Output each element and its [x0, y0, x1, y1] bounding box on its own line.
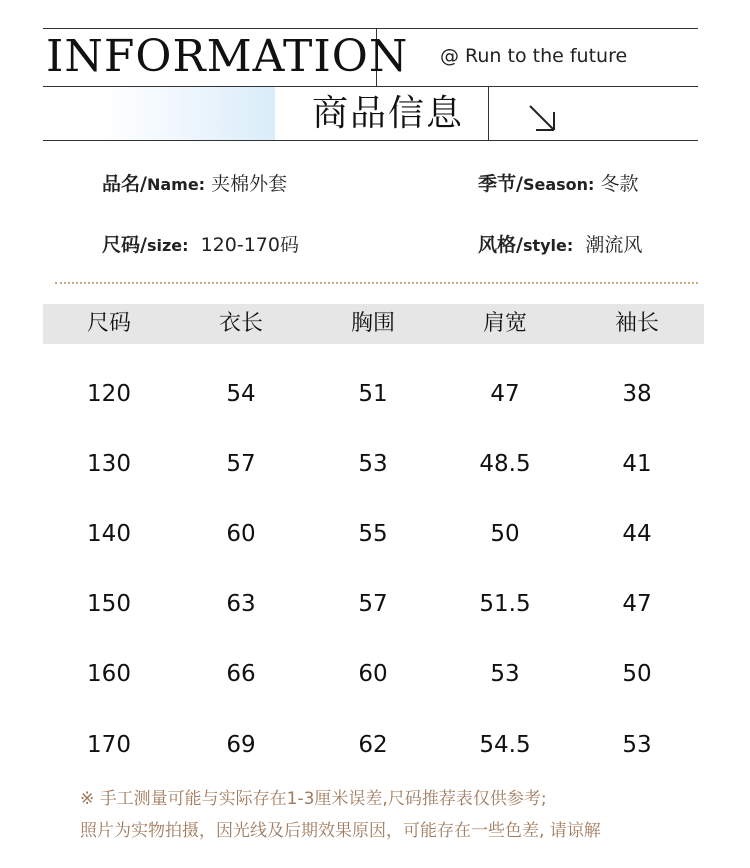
- spec-name-label-cn: 品名/: [102, 173, 147, 195]
- product-info-title: 商品信息: [312, 93, 465, 134]
- dotted-divider: [55, 282, 698, 284]
- spec-style: [478, 231, 642, 260]
- spec-size-label-cn: 尺码/: [102, 234, 147, 256]
- column-header-size: 尺码: [86, 311, 131, 336]
- table-cell: 150: [87, 591, 131, 617]
- table-cell: 160: [87, 661, 131, 687]
- color-disclaimer-note: 照片为实物拍摄，因光线及后期效果原因，可能存在一些色差, 请谅解: [80, 821, 601, 841]
- spec-season: [478, 170, 639, 199]
- spec-name-value: 夹棉外套: [211, 173, 288, 195]
- column-header-shoulder: 肩宽: [482, 311, 527, 336]
- table-cell: 47: [622, 591, 652, 617]
- spec-name-label-en: Name:: [146, 175, 206, 194]
- table-cell: 51.5: [479, 591, 531, 617]
- table-row: [43, 434, 704, 494]
- spec-season-label-cn: 季节/: [478, 173, 523, 195]
- spec-season-label-en: Season:: [522, 175, 595, 194]
- table-row: [43, 715, 704, 775]
- table-cell: 50: [490, 521, 520, 547]
- spec-style-label-en: style:: [522, 236, 574, 255]
- table-cell: 57: [226, 451, 256, 477]
- table-cell: 54.5: [479, 732, 531, 758]
- table-cell: 140: [87, 521, 131, 547]
- table-row: [43, 644, 704, 704]
- table-row: [43, 364, 704, 424]
- spec-style-label-cn: 风格/: [478, 234, 523, 256]
- table-cell: 50: [622, 661, 652, 687]
- header-divider-2: [488, 86, 489, 140]
- table-cell: 130: [87, 451, 131, 477]
- spec-size-value: 120-170码: [200, 234, 299, 256]
- table-cell: 62: [358, 732, 388, 758]
- table-cell: 38: [622, 381, 652, 407]
- spec-size-label-en: size:: [146, 236, 189, 255]
- spec-name: [102, 170, 287, 199]
- table-row: [43, 504, 704, 564]
- table-cell: 120: [87, 381, 131, 407]
- table-cell: 66: [226, 661, 256, 687]
- gradient-band: [45, 87, 275, 140]
- measurement-note: ※ 手工测量可能与实际存在1-3厘米误差,尺码推荐表仅供参考;: [80, 789, 547, 809]
- table-cell: 47: [490, 381, 520, 407]
- spec-season-value: 冬款: [600, 173, 639, 195]
- information-title: INFORMATION: [46, 31, 409, 82]
- table-cell: 48.5: [479, 451, 531, 477]
- table-cell: 60: [358, 661, 388, 687]
- table-cell: 69: [226, 732, 256, 758]
- header-bottom-rule: [43, 140, 698, 141]
- table-cell: 170: [87, 732, 131, 758]
- table-cell: 53: [490, 661, 520, 687]
- table-row: [43, 574, 704, 634]
- table-cell: 44: [622, 521, 652, 547]
- column-header-sleeve: 袖长: [614, 311, 659, 336]
- table-cell: 53: [358, 451, 388, 477]
- table-cell: 51: [358, 381, 388, 407]
- spec-style-value: 潮流风: [585, 234, 643, 256]
- table-cell: 60: [226, 521, 256, 547]
- size-table-header: [43, 304, 704, 344]
- table-cell: 54: [226, 381, 256, 407]
- table-cell: 55: [358, 521, 388, 547]
- table-cell: 53: [622, 732, 652, 758]
- table-cell: 63: [226, 591, 256, 617]
- table-cell: 41: [622, 451, 652, 477]
- column-header-chest: 胸围: [350, 311, 395, 336]
- table-cell: 57: [358, 591, 388, 617]
- column-header-length: 衣长: [218, 311, 263, 336]
- spec-size: [102, 231, 299, 260]
- arrow-down-right-icon: [526, 102, 560, 136]
- tagline: @ Run to the future: [440, 45, 628, 67]
